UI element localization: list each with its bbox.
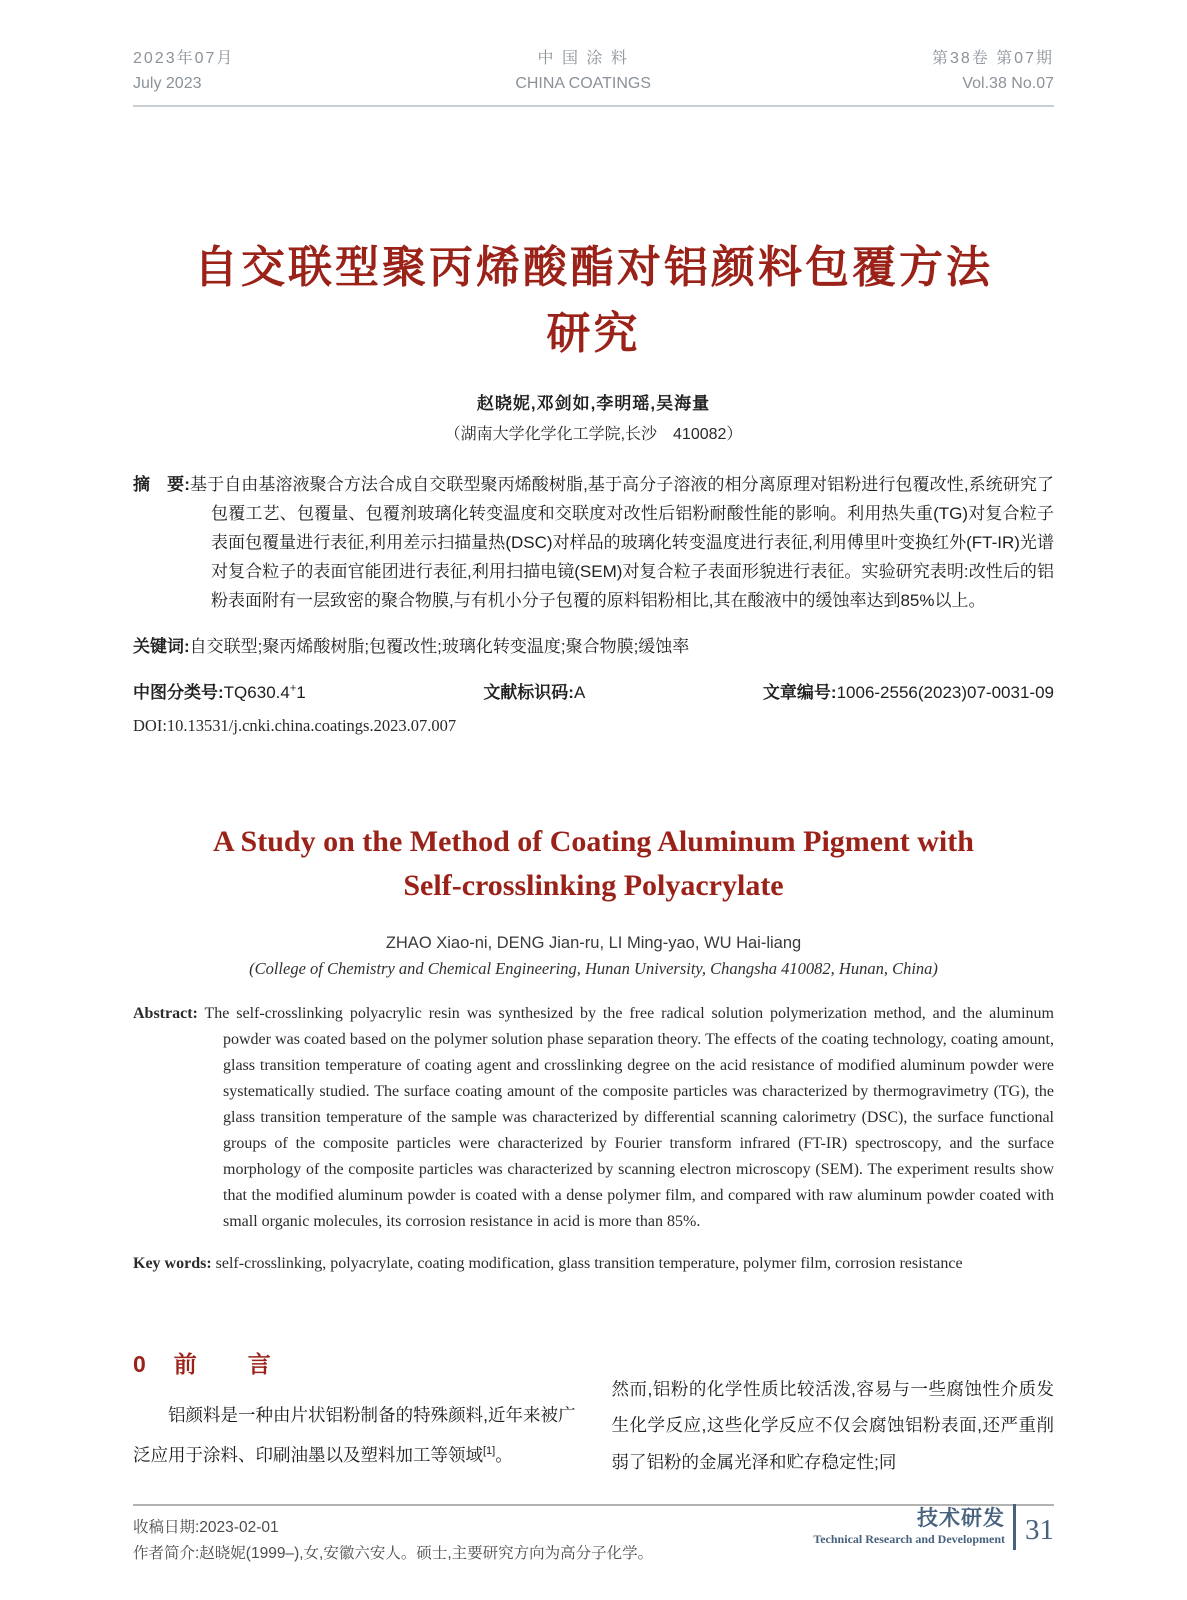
affiliation-zh: （湖南大学化学化工学院,长沙 410082） <box>444 426 743 443</box>
intro-paragraph-left <box>133 1397 576 1474</box>
footer-section-en: Technical Research and Development <box>813 1532 1005 1546</box>
abstract-en-label: Abstract: <box>133 1005 198 1022</box>
header-issue <box>932 46 1054 96</box>
article-title-en-line1: A Study on the Method of Coating Aluminum Pigment with <box>213 825 974 858</box>
header-date-en: July 2023 <box>133 75 202 92</box>
footer-section <box>813 1507 1005 1547</box>
affiliation-en: (College of Chemistry and Chemical Engineering, Hunan University, Changsha 410082, Hunan, China) <box>249 959 938 978</box>
introduction-section <box>133 1349 1054 1498</box>
article-title-zh-line2: 研究 <box>546 309 641 358</box>
intro-paragraph-left-text: 铝颜料是一种由片状铝粉制备的特殊颜料,近年来被广泛应用于涂料、印刷油墨以及塑料加工等领域 <box>133 1404 576 1465</box>
intro-column-right <box>612 1349 1055 1498</box>
article-number <box>763 678 1054 703</box>
abstract-en <box>133 1001 1054 1235</box>
header-journal-name <box>515 46 651 96</box>
received-date: 收稿日期:2023-02-01 <box>133 1518 279 1536</box>
document-code-value: A <box>573 683 586 702</box>
abstract-zh <box>133 470 1054 615</box>
article-title-en <box>133 820 1054 908</box>
clc-label: 中图分类号: <box>133 683 224 702</box>
clc-tail: 1 <box>296 683 306 702</box>
page-footer <box>813 1504 1054 1550</box>
intro-paragraph-right: 然而,铝粉的化学性质比较活泼,容易与一些腐蚀性介质发生化学反应,这些化学反应不仅会腐蚀铝粉表面,还严重削弱了铝粉的金属光泽和贮存稳定性;同 <box>611 1378 1054 1472</box>
keywords-en-text: self-crosslinking, polyacrylate, coating modification, glass transition temperature, polymer film, corrosion resistance <box>215 1255 963 1272</box>
keywords-zh <box>133 632 1054 661</box>
abstract-zh-text: 基于自由基溶液聚合方法合成自交联型聚丙烯酸树脂,基于高分子溶液的相分离原理对铝粉进行包覆改性,系统研究了包覆工艺、包覆量、包覆剂玻璃化转变温度和交联度对改性后铝粉耐酸性能的影响。利用热失重(TG)对复合粒子表面包覆量进行表征,利用差示扫描量热(DSC)对样品的玻璃化转变温度进行表征,利用傅里叶变换红外(FT-IR)光谱对复合粒子的表面官能团进行表征,利用扫描电镜(SEM)对复合粒子表面形貌进行表征。实验研究表明:改性后的铝粉表面附有一层致密的聚合物膜,与有机小分子包覆的原料铝粉相比,其在酸液中的缓蚀率达到85%以上。 <box>189 475 1054 610</box>
footer-section-zh: 技术研发 <box>917 1507 1005 1530</box>
authors-en: ZHAO Xiao-ni, DENG Jian-ru, LI Ming-yao, WU Hai-liang <box>385 934 802 952</box>
header-date <box>133 46 234 96</box>
article-meta-row <box>133 678 1054 703</box>
intro-paragraph-left-end: 。 <box>495 1444 513 1465</box>
article-title-zh <box>133 235 1054 367</box>
intro-heading-text: 前 言 <box>173 1351 285 1377</box>
header-issue-en: Vol.38 No.07 <box>962 75 1054 92</box>
document-code-label: 文献标识码: <box>483 683 574 702</box>
authors-zh: 赵晓妮,邓剑如,李明瑶,吴海量 <box>476 394 711 413</box>
header-journal-en: CHINA COATINGS <box>515 75 652 92</box>
abstract-en-text: The self-crosslinking polyacrylic resin was synthesized by the free radical solution polymerization method, and the aluminum powder was coated based on the polymer solution phase separation theory. The effects of the coating technology, coating amount, glass transition temperature of coating agent and crosslinking degree on the acid resistance of modified aluminum powder were systematically studied. The surface coating amount of the composite particles was characterized by thermogravimetry (TG), the glass transition temperature of the sample was characterized by differential scanning calorimetry (DSC), the surface functional groups of the composite particles were characterized by Fourier transform infrared (FT-IR) spectroscopy, and the surface morphology of the composite particles was characterized by scanning electron microscopy (SEM). The experiment results show that the modified aluminum powder is coated with a dense polymer film, and compared with raw aluminum powder coated with small organic molecules, its corrosion resistance in acid is more than 85%. <box>204 1005 1055 1230</box>
article-title-zh-line1: 自交联型聚丙烯酸酯对铝颜料包覆方法 <box>194 243 993 292</box>
page-number: 31 <box>1025 1513 1054 1546</box>
reference-1-superscript: [1] <box>483 1445 496 1457</box>
header-date-zh: 2023年07月 <box>133 50 235 67</box>
intro-heading-number: 0 <box>133 1351 148 1377</box>
article-number-value: 1006-2556(2023)07-0031-09 <box>836 683 1054 702</box>
header-journal-zh: 中 国 涂 料 <box>537 50 629 67</box>
header-issue-zh: 第38卷 第07期 <box>931 50 1054 67</box>
clc-superscript: + <box>289 682 297 695</box>
keywords-zh-text: 自交联型;聚丙烯酸树脂;包覆改性;玻璃化转变温度;聚合物膜;缓蚀率 <box>189 637 690 656</box>
clc-value: TQ630.4 <box>223 683 290 702</box>
keywords-en <box>133 1251 1054 1277</box>
document-code <box>483 678 585 703</box>
journal-header <box>133 0 1054 107</box>
article-title-en-line2: Self-crosslinking Polyacrylate <box>403 869 784 902</box>
clc-number <box>133 678 306 703</box>
keywords-zh-label: 关键词: <box>133 637 190 656</box>
doi: DOI:10.13531/j.cnki.china.coatings.2023.07.007 <box>133 716 457 735</box>
footer-divider <box>1013 1504 1016 1550</box>
abstract-zh-label: 摘 要: <box>133 475 190 494</box>
keywords-en-label: Key words: <box>133 1255 212 1272</box>
intro-heading <box>133 1349 576 1379</box>
intro-column-left <box>133 1349 576 1498</box>
author-bio: 作者简介:赵晓妮(1999–),女,安徽六安人。硕士,主要研究方向为高分子化学。 <box>133 1545 654 1562</box>
article-number-label: 文章编号: <box>762 683 837 702</box>
